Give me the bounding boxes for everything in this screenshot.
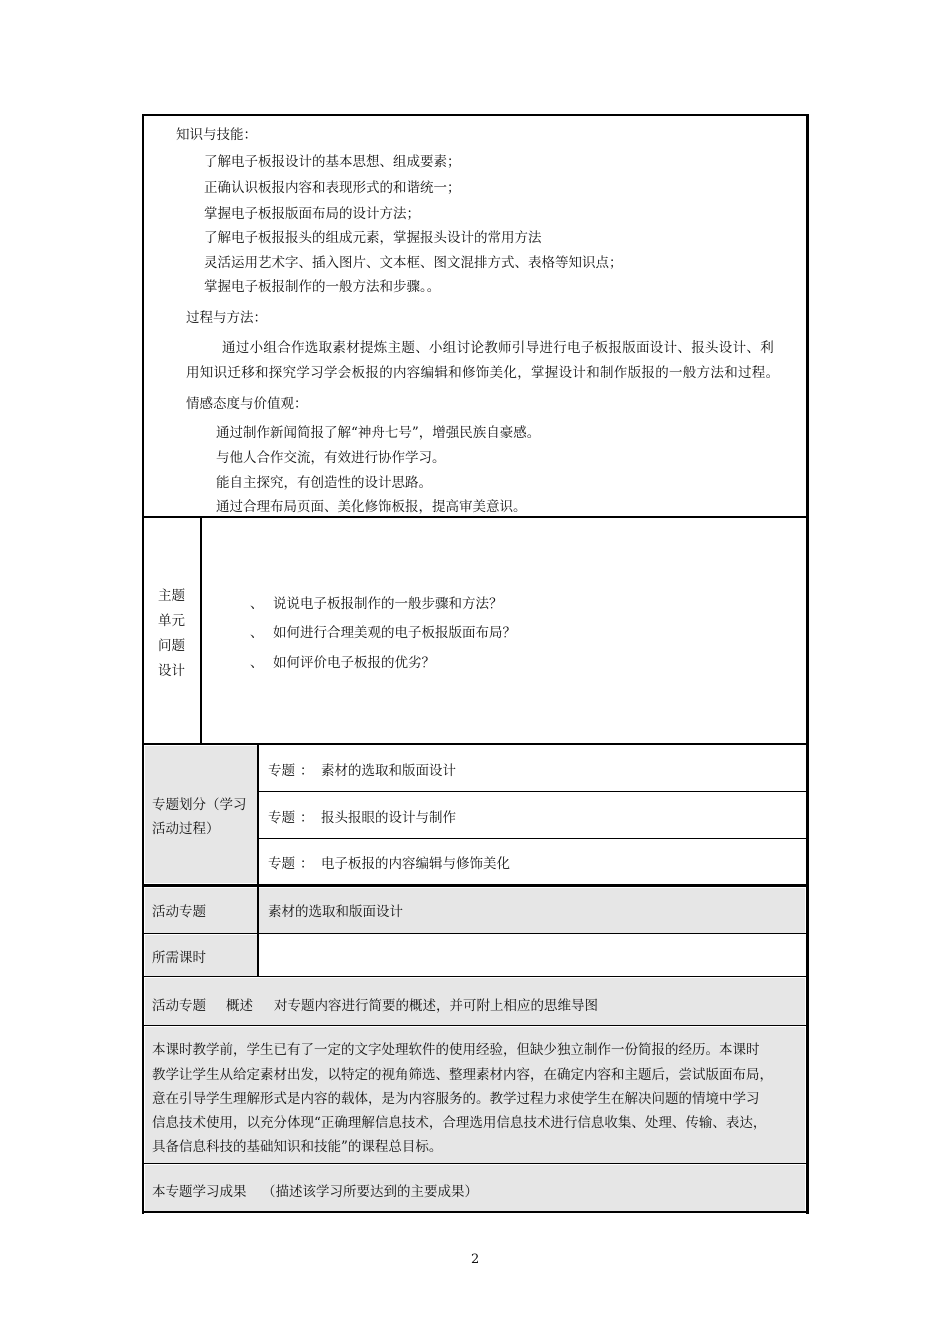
- process-line: 用知识迁移和探究学习学会板报的内容编辑和修饰美化，掌握设计和制作版报的一般方法和过程。: [186, 365, 780, 381]
- overview-line: 本课时教学前，学生已有了一定的文字处理软件的使用经验，但缺少独立制作一份简报的经历。本课时: [152, 1042, 760, 1058]
- knowledge-item: 了解电子板报设计的基本思想、组成要素；: [204, 154, 461, 170]
- overview-label: 活动专题: [152, 998, 206, 1014]
- divider-topic-2: [258, 838, 809, 839]
- question-item: 说说电子板报制作的一般步骤和方法？: [273, 596, 503, 612]
- divider-overview-body: [142, 1163, 809, 1164]
- emotion-item: 通过制作新闻简报了解“神舟七号”，增强民族自豪感。: [216, 425, 541, 441]
- question-bullet: 、: [250, 596, 264, 612]
- topic-sep: ：: [300, 810, 314, 826]
- process-heading: 过程与方法：: [186, 310, 267, 326]
- outcome-hint: （描述该学习所要达到的主要成果）: [262, 1184, 478, 1200]
- divider-topics-b: [142, 886, 809, 887]
- knowledge-item: 掌握电子板报制作的一般方法和步骤。。: [204, 279, 441, 295]
- overview-line: 信息技术使用，以充分体现“正确理解信息技术，合理选用信息技术进行信息收集、处理、传输、表达，: [152, 1115, 767, 1131]
- overview-line: 具备信息科技的基础知识和技能”的课程总目标。: [152, 1139, 443, 1155]
- topic-sep: ：: [300, 763, 314, 779]
- activity-value: 素材的选取和版面设计: [268, 904, 403, 920]
- divider-topics-col: [257, 744, 259, 977]
- activity-label: 活动专题: [152, 904, 206, 920]
- topics-label: 活动过程）: [152, 821, 220, 837]
- hours-label: 所需课时: [152, 950, 206, 966]
- question-label-line: 单元: [158, 613, 185, 629]
- topics-label: 专题划分（学习: [152, 797, 247, 813]
- knowledge-item: 正确认识板报内容和表现形式的和谐统一；: [204, 180, 461, 196]
- emotion-item: 通过合理布局页面、美化修饰板报，提高审美意识。: [216, 499, 527, 515]
- topics-label-bg: [145, 746, 257, 883]
- divider-question: [142, 743, 809, 745]
- topic-sep: ：: [300, 856, 314, 872]
- overview-hint: 对专题内容进行简要的概述，并可附上相应的思维导图: [274, 998, 598, 1014]
- divider-overview-header: [142, 1025, 809, 1026]
- divider-question-left: [200, 517, 202, 744]
- topic-title: 素材的选取和版面设计: [321, 763, 456, 779]
- table-right-border: [806, 114, 809, 1214]
- emotion-heading: 情感态度与价值观：: [186, 396, 308, 412]
- question-bullet: 、: [250, 625, 264, 641]
- question-label-line: 设计: [158, 663, 185, 679]
- topic-title: 报头报眼的设计与制作: [321, 810, 456, 826]
- topic-title: 电子板报的内容编辑与修饰美化: [321, 856, 510, 872]
- page-number: 2: [471, 1252, 480, 1267]
- emotion-item: 与他人合作交流，有效进行协作学习。: [216, 450, 446, 466]
- table-left-border: [142, 114, 144, 1214]
- outcome-label: 本专题学习成果: [152, 1184, 247, 1200]
- question-item: 如何进行合理美观的电子板报版面布局？: [273, 625, 516, 641]
- divider-objectives: [142, 516, 809, 518]
- overview-line: 教学让学生从给定素材出发，以特定的视角筛选、整理素材内容，在确定内容和主题后，尝试版面布局，: [152, 1067, 773, 1083]
- divider-hours: [142, 976, 809, 977]
- topic-prefix: 专题: [268, 763, 295, 779]
- knowledge-item: 灵活运用艺术字、插入图片、文本框、图文混排方式、表格等知识点；: [204, 255, 623, 271]
- topic-prefix: 专题: [268, 856, 295, 872]
- knowledge-heading: 知识与技能：: [176, 127, 257, 143]
- question-label-line: 问题: [158, 638, 185, 654]
- question-label-line: 主题: [158, 588, 185, 604]
- question-item: 如何评价电子板报的优劣？: [273, 655, 435, 671]
- table-bottom-border: [142, 1211, 809, 1213]
- topic-prefix: 专题: [268, 810, 295, 826]
- question-bullet: 、: [250, 655, 264, 671]
- process-line: 通过小组合作选取素材提炼主题、小组讨论教师引导进行电子板报版面设计、报头设计、利: [222, 340, 774, 356]
- overview-line: 意在引导学生理解形式是内容的载体，是为内容服务的。教学过程力求使学生在解决问题的情境中学习: [152, 1091, 760, 1107]
- emotion-item: 能自主探究，有创造性的设计思路。: [216, 475, 432, 491]
- divider-activity: [142, 933, 809, 934]
- knowledge-item: 了解电子板报报头的组成元素，掌握报头设计的常用方法: [204, 230, 542, 246]
- knowledge-item: 掌握电子板报版面布局的设计方法；: [204, 206, 420, 222]
- overview-label2: 概述: [226, 998, 253, 1014]
- divider-topic-1: [258, 791, 809, 792]
- table-top-border: [142, 114, 809, 116]
